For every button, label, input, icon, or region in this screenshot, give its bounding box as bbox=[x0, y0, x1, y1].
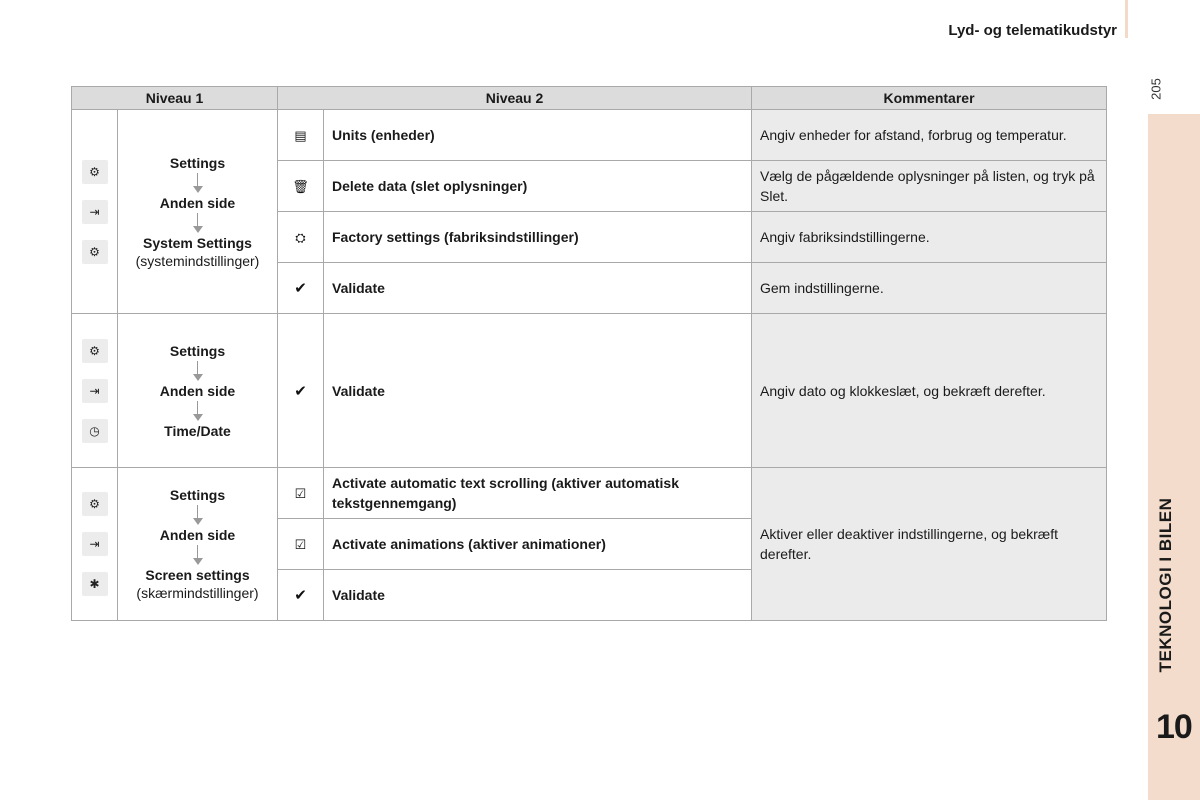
table-row bbox=[72, 314, 1107, 468]
level2-icon-cell bbox=[278, 161, 324, 212]
table-row bbox=[72, 468, 1107, 519]
level2-icon-cell bbox=[278, 519, 324, 570]
level2-icon-cell bbox=[278, 110, 324, 161]
path-step-settings: Settings bbox=[169, 342, 226, 359]
header-niveau-2: Niveau 2 bbox=[278, 87, 752, 110]
down-arrow-icon bbox=[118, 360, 277, 382]
next-page-icon: ⇥ bbox=[82, 379, 108, 403]
settings-gear-icon: ⚙ bbox=[82, 492, 108, 516]
level2-label: Activate animations (aktiver animationer) bbox=[324, 519, 752, 570]
path-step-screen-settings: Screen settings bbox=[145, 567, 250, 583]
header-accent-rule bbox=[1125, 0, 1128, 38]
level2-label: Validate bbox=[324, 263, 752, 314]
page-header-title: Lyd- og telematikudstyr bbox=[948, 22, 1117, 39]
page-number bbox=[1145, 74, 1167, 104]
level2-label: Validate bbox=[324, 570, 752, 621]
next-page-icon: ⇥ bbox=[82, 200, 108, 224]
level2-label: Delete data (slet oplysninger) bbox=[324, 161, 752, 212]
checkbox-icon: ☑ bbox=[294, 485, 307, 501]
checkmark-icon: ✔ bbox=[294, 280, 307, 297]
path-step-anden-side: Anden side bbox=[159, 527, 236, 543]
section-title-text: TEKNOLOGI I BILEN bbox=[1156, 497, 1175, 673]
settings-gear-icon: ⚙ bbox=[82, 160, 108, 184]
down-arrow-icon bbox=[118, 504, 277, 526]
level2-label: Activate automatic text scrolling (aktiver automatisk tekstgennemgang) bbox=[324, 468, 752, 519]
next-page-icon: ⇥ bbox=[82, 532, 108, 556]
level2-label: Units (enheder) bbox=[324, 110, 752, 161]
chapter-number: 10 bbox=[1156, 708, 1192, 746]
down-arrow-icon bbox=[118, 172, 277, 194]
chapter-side-tab bbox=[1148, 114, 1200, 800]
screen-settings-icon: ✱ bbox=[82, 572, 108, 596]
comment-cell: Angiv enheder for afstand, forbrug og temperatur. bbox=[752, 110, 1107, 161]
header-niveau-1: Niveau 1 bbox=[72, 87, 278, 110]
level2-icon-cell bbox=[278, 263, 324, 314]
path-step-subtitle: (systemindstillinger) bbox=[135, 252, 260, 269]
level1-icons-cell bbox=[72, 468, 118, 621]
comment-cell: Aktiver eller deaktiver indstillingerne, og bekræft derefter. bbox=[752, 468, 1107, 621]
down-arrow-icon bbox=[118, 544, 277, 566]
level2-label: Factory settings (fabriksindstillinger) bbox=[324, 212, 752, 263]
checkbox-icon: ☑ bbox=[294, 536, 307, 552]
comment-cell: Vælg de pågældende oplysninger på listen, og tryk på Slet. bbox=[752, 161, 1107, 212]
level1-icons-cell bbox=[72, 110, 118, 314]
level1-path-cell bbox=[118, 110, 278, 314]
path-step-settings: Settings bbox=[169, 154, 226, 171]
path-step-settings: Settings bbox=[169, 487, 226, 503]
path-step-anden-side: Anden side bbox=[159, 382, 236, 399]
path-step-anden-side: Anden side bbox=[159, 194, 236, 211]
header-kommentarer: Kommentarer bbox=[752, 87, 1107, 110]
section-title bbox=[1150, 480, 1182, 690]
settings-gear-icon: ⚙ bbox=[82, 339, 108, 363]
level1-path-cell bbox=[118, 468, 278, 621]
page-number-text: 205 bbox=[1148, 78, 1164, 100]
comment-cell: Angiv dato og klokkeslæt, og bekræft derefter. bbox=[752, 314, 1107, 468]
comment-cell: Angiv fabriksindstillingerne. bbox=[752, 212, 1107, 263]
comment-cell: Gem indstillingerne. bbox=[752, 263, 1107, 314]
level2-icon-cell bbox=[278, 314, 324, 468]
level1-path-cell bbox=[118, 314, 278, 468]
delete-data-icon: 🗑 bbox=[292, 178, 309, 194]
system-settings-icon: ⚙ bbox=[82, 240, 108, 264]
checkmark-icon: ✔ bbox=[294, 587, 307, 604]
level2-icon-cell bbox=[278, 212, 324, 263]
path-step-system-settings: System Settings bbox=[143, 234, 252, 251]
down-arrow-icon bbox=[118, 400, 277, 422]
down-arrow-icon bbox=[118, 212, 277, 234]
path-step-subtitle: (skærmindstillinger) bbox=[136, 585, 259, 601]
units-icon: ▤ bbox=[294, 127, 307, 143]
settings-menu-table bbox=[71, 86, 1107, 621]
level2-icon-cell bbox=[278, 468, 324, 519]
level2-label: Validate bbox=[324, 314, 752, 468]
level1-icons-cell bbox=[72, 314, 118, 468]
checkmark-icon: ✔ bbox=[294, 382, 307, 400]
level2-icon-cell bbox=[278, 570, 324, 621]
table-row bbox=[72, 110, 1107, 161]
path-step-time-date: Time/Date bbox=[164, 422, 231, 439]
time-date-icon: ◷ bbox=[82, 419, 108, 443]
table-header-row bbox=[72, 87, 1107, 110]
factory-settings-icon: ⛭ bbox=[295, 229, 306, 245]
